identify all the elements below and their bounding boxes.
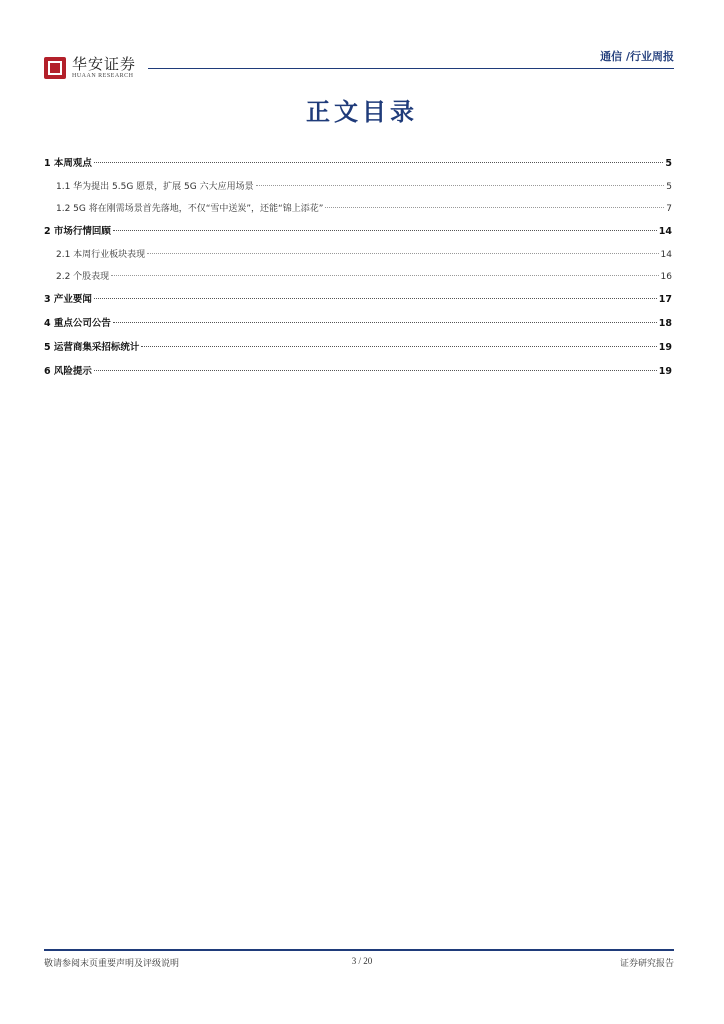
seal-icon — [44, 57, 66, 79]
toc-entry[interactable] — [44, 266, 672, 288]
toc-entry[interactable] — [44, 198, 672, 220]
toc-entry-label: 3 产业要闻 — [44, 294, 92, 305]
toc-entry-page: 5 — [666, 182, 672, 192]
report-category: 通信 /行业周报 — [600, 50, 674, 63]
toc-leader — [325, 206, 664, 208]
toc-leader — [111, 274, 658, 276]
toc-entry-label: 1.1 华为提出 5.5G 愿景，扩展 5G 六大应用场景 — [56, 182, 254, 192]
page-number: 3 / 20 — [351, 956, 373, 966]
table-of-contents — [44, 152, 672, 384]
toc-leader — [141, 345, 656, 347]
toc-entry[interactable] — [44, 152, 672, 176]
logo-name-en: HUAAN RESEARCH — [72, 73, 134, 79]
footer-report-type: 证券研究报告 — [619, 959, 674, 969]
toc-entry-page: 14 — [658, 226, 672, 237]
toc-entry-label: 5 运营商集采招标统计 — [44, 342, 140, 353]
toc-leader — [256, 184, 665, 186]
logo-name-cn: 华安证券 — [72, 55, 137, 73]
toc-leader — [94, 161, 663, 163]
toc-entry-label: 6 风险提示 — [44, 366, 92, 377]
toc-entry-label: 2.1 本周行业板块表现 — [56, 250, 146, 260]
toc-leader — [94, 369, 657, 371]
toc-leader — [94, 297, 657, 299]
toc-entry-page: 16 — [660, 272, 672, 282]
footer-divider — [44, 949, 674, 951]
toc-entry[interactable] — [44, 176, 672, 198]
toc-entry-page: 14 — [660, 250, 672, 260]
toc-entry-page: 7 — [666, 204, 672, 214]
toc-entry-page: 19 — [658, 342, 672, 353]
toc-entry[interactable] — [44, 288, 672, 312]
toc-entry-label: 4 重点公司公告 — [44, 318, 111, 329]
toc-entry-page: 17 — [658, 294, 672, 305]
toc-entry[interactable] — [44, 336, 672, 360]
toc-entry[interactable] — [44, 244, 672, 266]
toc-entry-label: 2.2 个股表现 — [56, 272, 110, 282]
toc-entry-page: 18 — [658, 318, 672, 329]
toc-leader — [113, 229, 657, 231]
page-title: 正文目录 — [306, 98, 418, 126]
footer-disclaimer: 敬请参阅末页重要声明及评级说明 — [44, 959, 180, 969]
toc-leader — [113, 321, 657, 323]
toc-entry-label: 1 本周观点 — [44, 158, 92, 169]
header-divider — [148, 68, 674, 69]
company-logo — [44, 56, 136, 80]
toc-entry[interactable] — [44, 312, 672, 336]
toc-entry-label: 2 市场行情回顾 — [44, 226, 111, 237]
toc-leader — [147, 252, 658, 254]
toc-entry[interactable] — [44, 360, 672, 384]
toc-entry-page: 19 — [658, 366, 672, 377]
toc-entry-label: 1.2 5G 将在刚需场景首先落地，不仅“雪中送炭”，还能“锦上添花” — [56, 204, 324, 214]
toc-entry-page: 5 — [665, 158, 672, 169]
toc-entry[interactable] — [44, 220, 672, 244]
